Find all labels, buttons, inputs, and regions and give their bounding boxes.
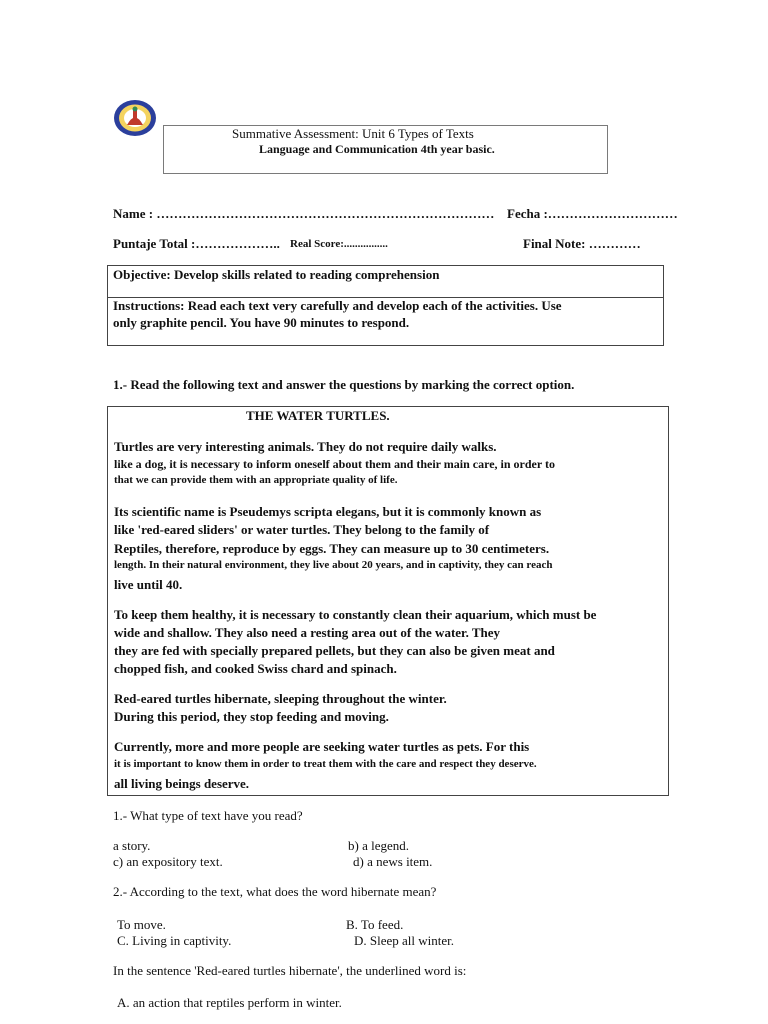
reading-line: Reptiles, therefore, reproduce by eggs. They can measure up to 30 centimeters.: [114, 541, 550, 556]
reading-line: length. In their natural environment, they live about 20 years, and in captivity, they can reach: [114, 559, 553, 571]
reading-line: they are fed with specially prepared pellets, but they can also be given meat and: [114, 643, 555, 658]
fecha-field[interactable]: Fecha :…………………………: [507, 206, 678, 221]
reading-line: Its scientific name is Pseudemys scripta elegans, but it is commonly known as: [114, 504, 542, 519]
question-2-option-a[interactable]: To move.: [117, 917, 166, 932]
reading-line: that we can provide them with an appropriate quality of life.: [114, 474, 398, 486]
question-3-prompt: In the sentence 'Red-eared turtles hibernate', the underlined word is:: [113, 963, 467, 978]
reading-line: all living beings deserve.: [114, 776, 250, 791]
reading-line: chopped fish, and cooked Swiss chard and spinach.: [114, 661, 397, 676]
reading-line: live until 40.: [114, 577, 183, 592]
reading-line: it is important to know them in order to treat them with the care and respect they deserve.: [114, 758, 537, 770]
question-1-option-d[interactable]: d) a news item.: [353, 854, 433, 869]
objective-text: Objective: Develop skills related to reading comprehension: [113, 267, 440, 282]
reading-line: like a dog, it is necessary to inform oneself about them and their main care, in order to: [114, 457, 555, 471]
page-title: Summative Assessment: Unit 6 Types of Texts: [232, 126, 474, 141]
reading-line: Red-eared turtles hibernate, sleeping throughout the winter.: [114, 691, 447, 706]
question-1-option-b[interactable]: b) a legend.: [348, 838, 410, 853]
reading-title: THE WATER TURTLES.: [246, 408, 390, 423]
instructions-line-1: Instructions: Read each text very carefully and develop each of the activities. Use: [113, 298, 562, 313]
real-score-field[interactable]: Real Score:................: [290, 238, 388, 250]
reading-line: During this period, they stop feeding and moving.: [114, 709, 389, 724]
question-2-option-c[interactable]: C. Living in captivity.: [117, 933, 232, 948]
page-subtitle: Language and Communication 4th year basic.: [259, 142, 495, 156]
question-1-prompt: 1.- What type of text have you read?: [113, 808, 303, 823]
final-note-field[interactable]: Final Note: …………: [523, 236, 641, 251]
question-1-option-a[interactable]: a story.: [113, 838, 151, 853]
school-logo: [112, 98, 158, 138]
reading-line: Turtles are very interesting animals. They do not require daily walks.: [114, 439, 497, 454]
reading-line: Currently, more and more people are seeking water turtles as pets. For this: [114, 739, 530, 754]
name-field[interactable]: Name : ……………………………………………………………………: [113, 206, 495, 221]
reading-line: wide and shallow. They also need a resting area out of the water. They: [114, 625, 501, 640]
section-1-prompt: 1.- Read the following text and answer the questions by marking the correct option.: [113, 377, 575, 392]
question-3-option-a[interactable]: A. an action that reptiles perform in winter.: [117, 995, 342, 1010]
puntaje-field[interactable]: Puntaje Total :………………..: [113, 236, 280, 251]
question-2-option-d[interactable]: D. Sleep all winter.: [354, 933, 455, 948]
question-1-option-c[interactable]: c) an expository text.: [113, 854, 223, 869]
reading-line: To keep them healthy, it is necessary to constantly clean their aquarium, which must be: [114, 607, 597, 622]
question-2-option-b[interactable]: B. To feed.: [346, 917, 404, 932]
reading-line: like 'red-eared sliders' or water turtles. They belong to the family of: [114, 522, 490, 537]
instructions-line-2: only graphite pencil. You have 90 minutes to respond.: [113, 315, 410, 330]
question-2-prompt: 2.- According to the text, what does the word hibernate mean?: [113, 884, 437, 899]
